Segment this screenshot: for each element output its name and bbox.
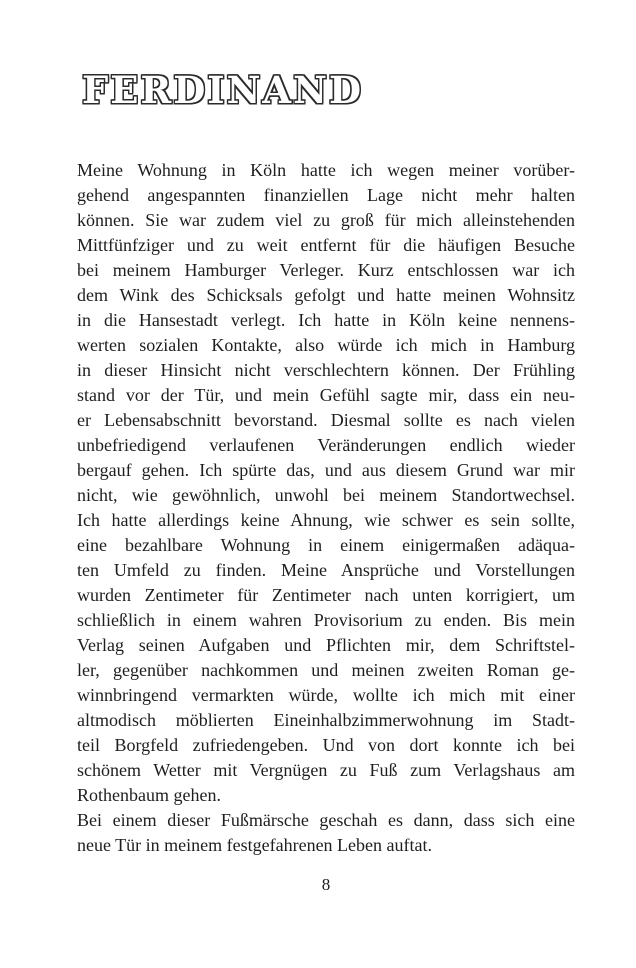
text-line: in die Hansestadt verlegt. Ich hatte in Köln keine nennens-: [77, 310, 575, 330]
text-line: in dieser Hinsicht nicht verschlechtern können. Der Frühling: [77, 360, 575, 380]
text-line: werten sozialen Kontakte, also würde ich mich in Hamburg: [77, 335, 575, 355]
text-line: Mittfünfziger und zu weit entfernt für die häufigen Besuche: [77, 235, 575, 255]
text-line: wurden Zentimeter für Zentimeter nach unten korrigiert, um: [77, 585, 575, 605]
text-line: können. Sie war zudem viel zu groß für mich alleinstehenden: [77, 210, 575, 230]
text-line: bei meinem Hamburger Verleger. Kurz entschlossen war ich: [77, 260, 575, 280]
text-line: unbefriedigend verlaufenen Veränderungen endlich wieder: [77, 435, 575, 455]
text-line: ler, gegenüber nachkommen und meinen zweiten Roman ge-: [77, 660, 575, 680]
text-line: eine bezahlbare Wohnung in einem einigermaßen adäqua-: [77, 535, 575, 555]
text-line: bergauf gehen. Ich spürte das, und aus diesem Grund war mir: [77, 460, 575, 480]
text-line: Verlag seinen Aufgaben und Pflichten mir, dem Schriftstel-: [77, 635, 575, 655]
text-line: Rothenbaum gehen.: [77, 785, 221, 805]
text-line: teil Borgfeld zufriedengeben. Und von dort konnte ich bei: [77, 735, 575, 755]
text-line: er Lebensabschnitt bevorstand. Diesmal sollte es nach vielen: [77, 410, 575, 430]
text-line: Bei einem dieser Fußmärsche geschah es dann, dass sich eine: [77, 810, 575, 830]
text-line: dem Wink des Schicksals gefolgt und hatte meinen Wohnsitz: [77, 285, 575, 305]
text-line: altmodisch möblierten Eineinhalbzimmerwohnung im Stadt-: [77, 710, 575, 730]
text-line: stand vor der Tür, und mein Gefühl sagte mir, dass ein neu-: [77, 385, 575, 405]
chapter-title: FERDINAND: [82, 68, 364, 112]
text-line: schließlich in einem wahren Provisorium zu enden. Bis mein: [77, 610, 575, 630]
body-text: [77, 158, 575, 858]
text-line: schönem Wetter mit Vergnügen zu Fuß zum Verlagshaus am: [77, 760, 575, 780]
text-line: neue Tür in meinem festgefahrenen Leben auftat.: [77, 835, 433, 855]
text-line: winnbringend vermarkten würde, wollte ich mich mit einer: [77, 685, 575, 705]
text-line: Ich hatte allerdings keine Ahnung, wie schwer es sein sollte,: [77, 510, 575, 530]
text-line: nicht, wie gewöhnlich, unwohl bei meinem Standortwechsel.: [77, 485, 575, 505]
text-line: gehend angespannten finanziellen Lage nicht mehr halten: [77, 185, 575, 205]
text-line: ten Umfeld zu finden. Meine Ansprüche und Vorstellungen: [77, 560, 575, 580]
page-number: 8: [321, 875, 331, 894]
text-line: Meine Wohnung in Köln hatte ich wegen meiner vorüber-: [77, 160, 575, 180]
